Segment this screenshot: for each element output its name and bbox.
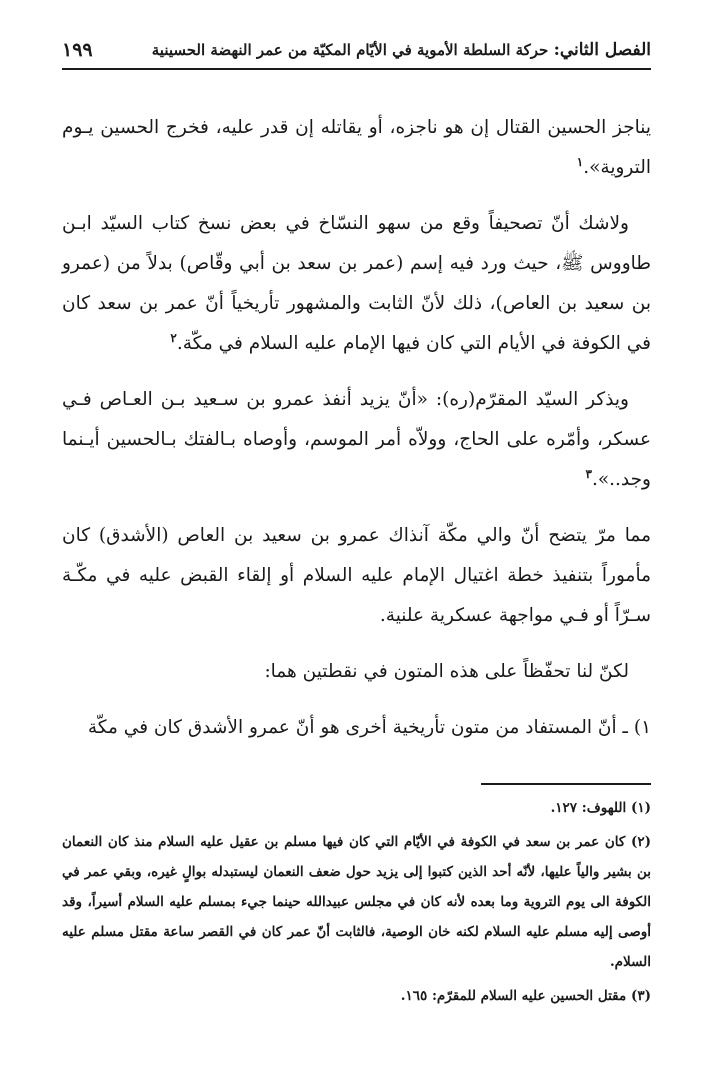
footnotes — [62, 793, 651, 1015]
footnote-1: (١) اللهوف: ١٢٧. — [550, 800, 651, 816]
paragraph-1: يناجز الحسين القتال إن هو ناجزه، أو يقاتله إن قدر عليه، فخرج الحسين يـوم التروية».$^١$ — [62, 117, 651, 178]
running-header — [62, 32, 651, 70]
chapter-label: الفصل الثاني: — [553, 40, 651, 60]
footnote-ref-2: ٢ — [170, 330, 177, 345]
paragraph-4: مما مرّ يتضح أنّ والي مكّة آنذاك عمرو بن سعيد بن العاص (الأشدق) كان مأموراً بتنفيذ خطة اغتيال الإمام عليه السلام أو إلقاء القبض عليه في مكّـة سـرّاً أو فـي مواجهة عسكرية علنية. — [62, 525, 651, 626]
footnote-divider — [481, 783, 651, 785]
paragraph-5: لكنّ لنا تحفّظاً على هذه المتون في نقطتين هما: — [264, 661, 629, 682]
paragraph-2: ولاشك أنّ تصحيفاً وقع من سهو النسّاخ في بعض نسخ كتاب السيّد ابـن طاووس ﷺ، حيث ورد فيه إسم (عمر بن سعد بن أبي وقّاص) بدلاً من (عمرو بن سعيد بن العاص)، ذلك لأنّ الثابت والمشهور تأريخياً أنّ عمر بن سعد كان في الكوفة في الأيام التي كان فيها الإمام عليه السلام في مكّة.$^٢$ — [62, 213, 651, 354]
main-text — [62, 108, 651, 764]
footnote-3: (٣) مقتل الحسين عليه السلام للمقرّم: ١٦٥. — [400, 988, 651, 1004]
footnote-ref-3: ٣ — [585, 466, 592, 481]
footnote-2: (٢) كان عمر بن سعد في الكوفة في الأيّام التي كان فيها مسلم بن عقيل عليه السلام منذ كان النعمان بن بشير والياً عليها، لأنّه أحد الذين كتبوا إلى يزيد حول ضعف النعمان ليستبدله بوالٍ غيره، وبقي عمر في الكوفة الى يوم التروية وما بعده لأنه كان في مجلس عبيدالله حينما جيء بمسلم عليه السلام أسيراً، وقد أوصى إليه مسلم عليه السلام لكنه خان الوصية، فالثابت أنّ عمر كان في القصر ساعة مقتل مسلم عليه السلام. — [62, 834, 651, 970]
paragraph-3: ويذكر السيّد المقرّم(ره): «أنّ يزيد أنفذ عمرو بن سـعيد بـن العـاص فـي عسكر، وأمّره على الحاج، وولاّه أمر الموسم، وأوصاه بـالفتك بـالحسين أيـنما وجد..».$^٣$ — [62, 389, 651, 490]
footnote-ref-1: ١ — [576, 154, 584, 169]
paragraph-6: ١) ـ أنّ المستفاد من متون تأريخية أخرى هو أنّ عمرو الأشدق كان في مكّة — [87, 717, 651, 738]
chapter-title: حركة السلطة الأموية في الأيّام المكيّة من عمر النهضة الحسينية — [151, 41, 549, 59]
page-number: ١٩٩ — [62, 39, 93, 61]
header-title — [152, 40, 651, 60]
